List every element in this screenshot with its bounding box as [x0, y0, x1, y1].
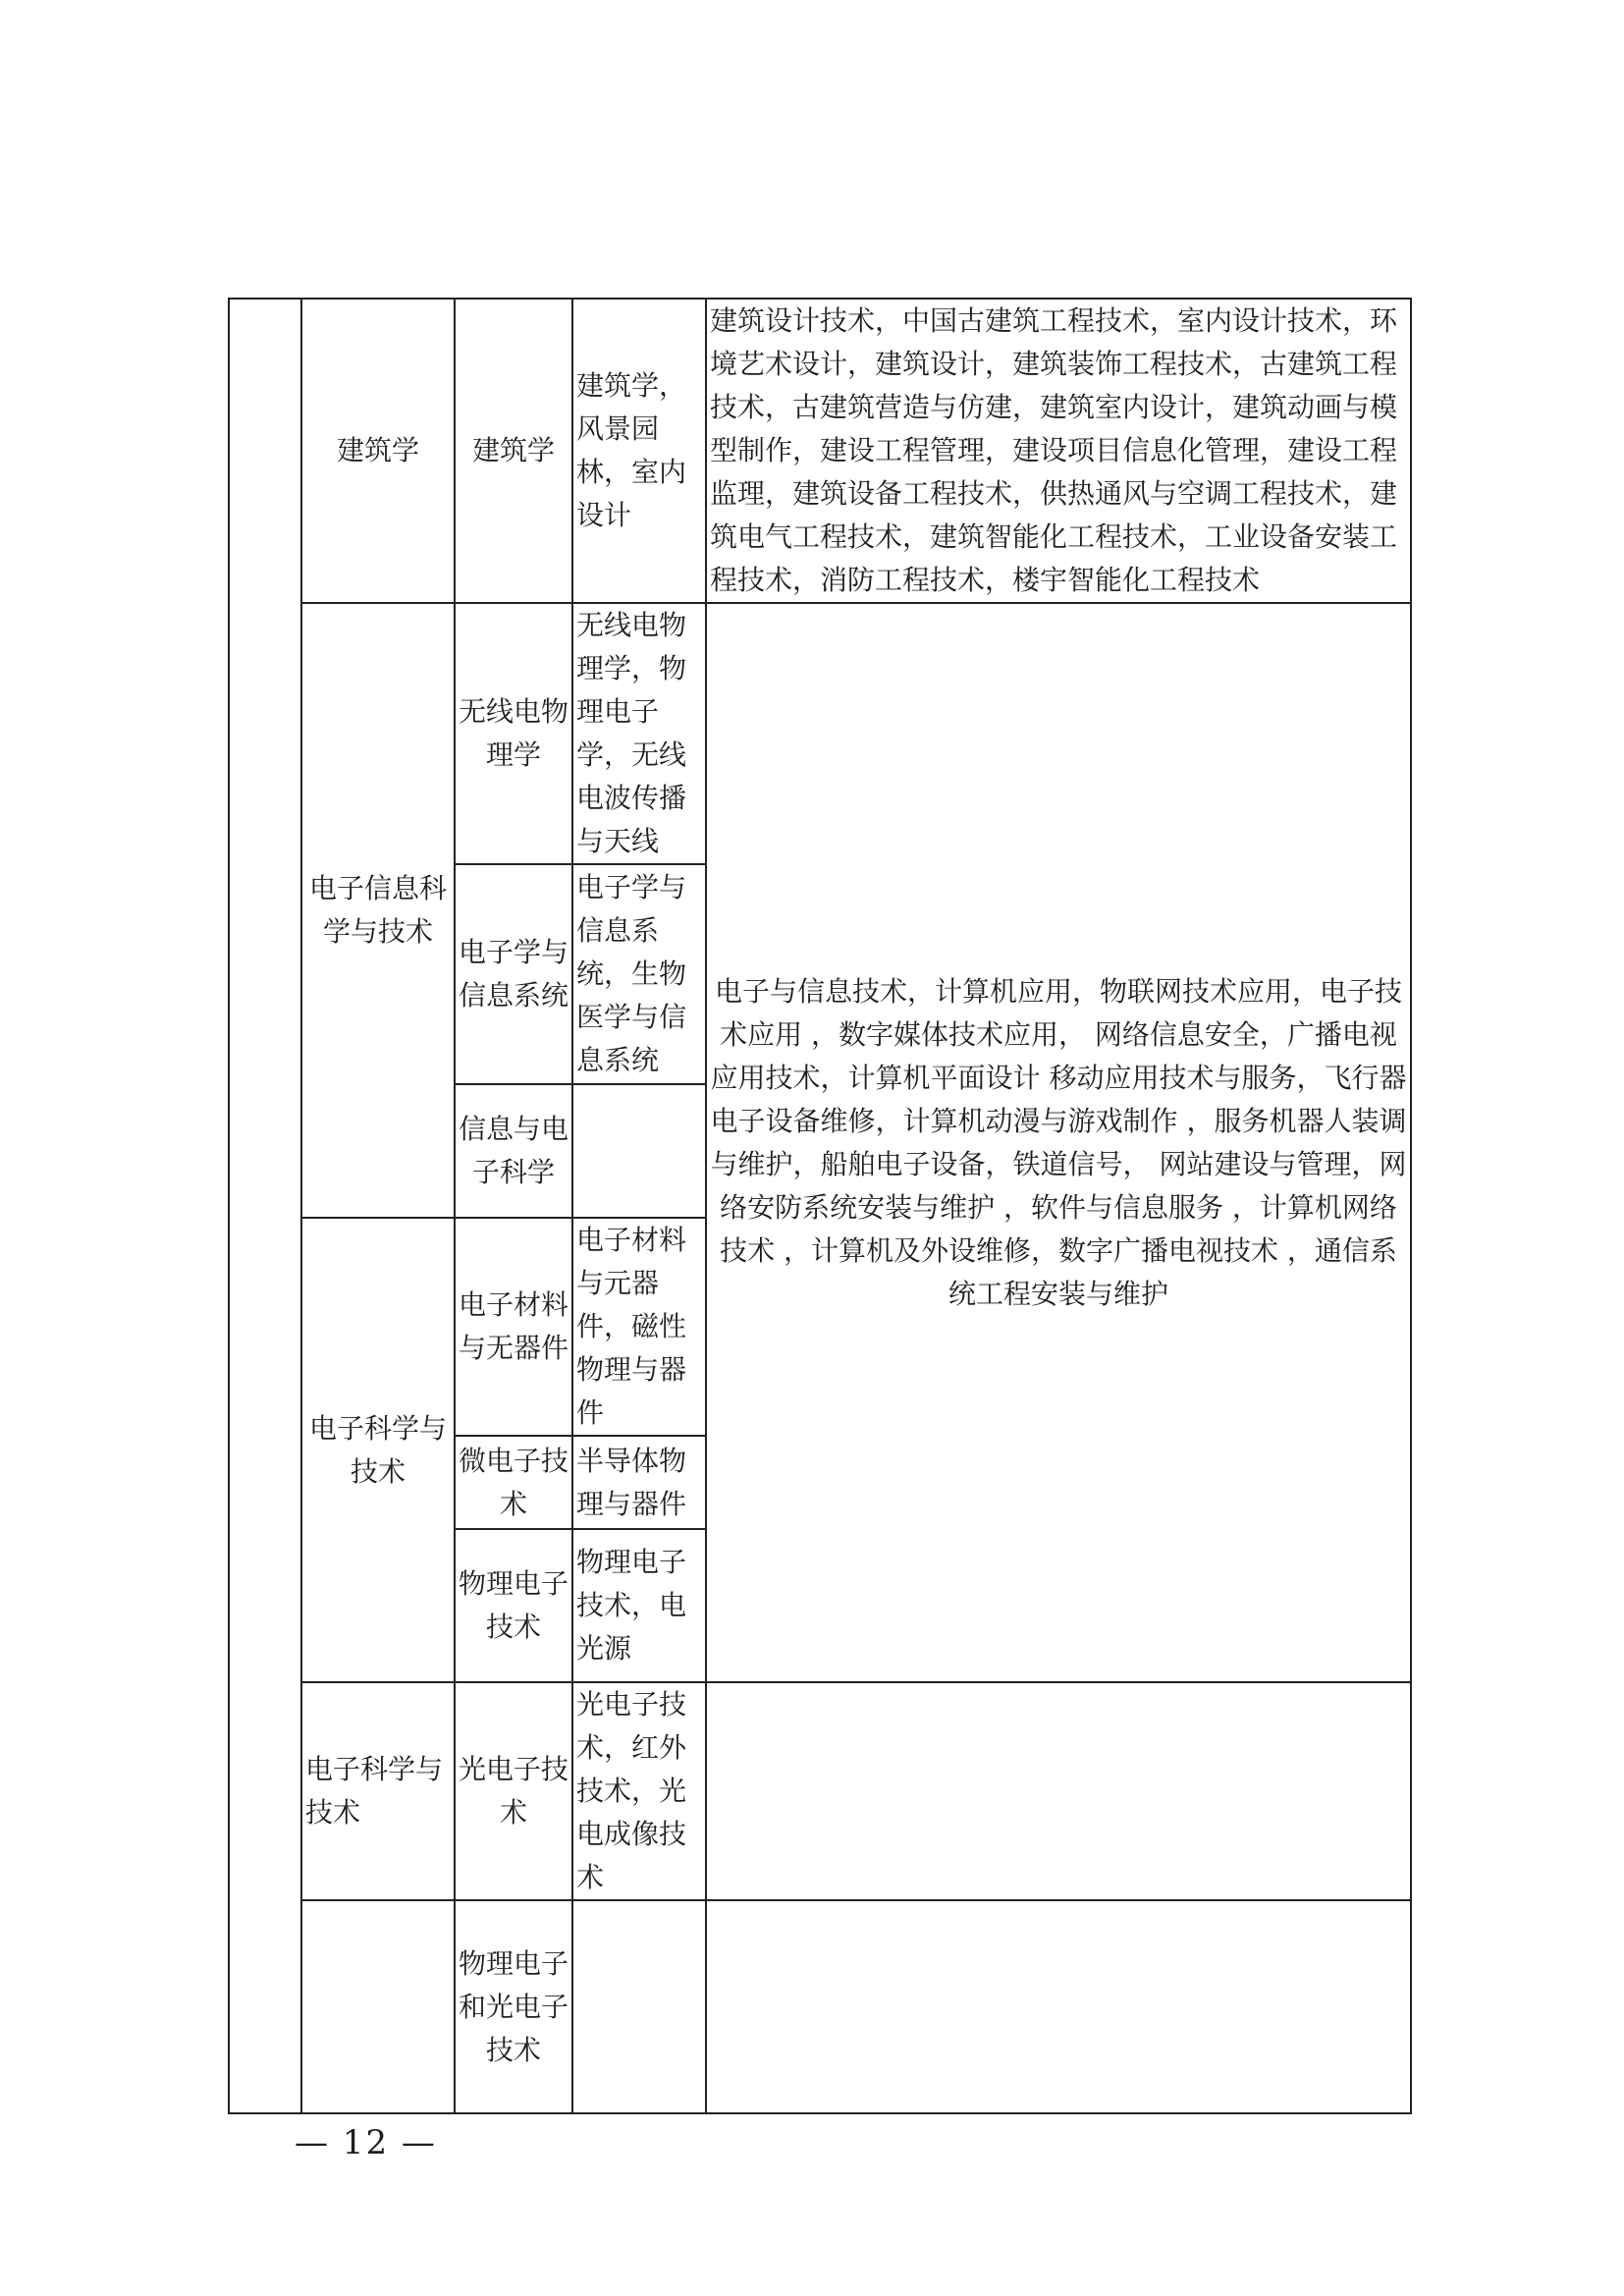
- table-row: [229, 1900, 1411, 2113]
- direction-cell: 半导体物理与器件: [572, 1436, 706, 1529]
- major-cell: 电子材料与无器件: [455, 1218, 572, 1436]
- category-cell: [301, 1900, 455, 2113]
- direction-cell: [572, 1900, 706, 2113]
- table-row: [229, 603, 1411, 864]
- direction-cell: 电子材料与元器件，磁性物理与器件: [572, 1218, 706, 1436]
- related-majors-cell: [706, 1900, 1411, 2113]
- index-column-cell: [229, 299, 301, 2113]
- major-cell: 物理电子技术: [455, 1529, 572, 1682]
- major-cell: 微电子技术: [455, 1436, 572, 1529]
- related-majors-cell: [706, 1682, 1411, 1900]
- direction-cell: 光电子技术，红外技术，光电成像技术: [572, 1682, 706, 1900]
- major-cell: 物理电子和光电子技术: [455, 1900, 572, 2113]
- direction-cell: 无线电物理学，物理电子学，无线电波传播与天线: [572, 603, 706, 864]
- table-row: [229, 1682, 1411, 1900]
- category-cell: 电子科学与技术: [301, 1218, 455, 1682]
- category-cell: 电子科学与技术: [301, 1682, 455, 1900]
- major-cell: 电子学与信息系统: [455, 864, 572, 1084]
- page-number: — 12 —: [295, 2123, 437, 2162]
- major-cell: 建筑学: [455, 299, 572, 603]
- table-row: [229, 299, 1411, 603]
- major-cell: 无线电物理学: [455, 603, 572, 864]
- major-catalog-table: [228, 298, 1412, 2114]
- related-majors-cell: 建筑设计技术，中国古建筑工程技术，室内设计技术，环境艺术设计，建筑设计，建筑装饰工程技术，古建筑工程技术，古建筑营造与仿建，建筑室内设计，建筑动画与模型制作，建设工程管理，建设项目信息化管理，建设工程监理，建筑设备工程技术，供热通风与空调工程技术，建筑电气工程技术，建筑智能化工程技术，工业设备安装工程技术，消防工程技术，楼宇智能化工程技术: [706, 299, 1411, 603]
- direction-cell: 电子学与信息系统，生物医学与信息系统: [572, 864, 706, 1084]
- major-cell: 信息与电子科学: [455, 1084, 572, 1218]
- major-cell: 光电子技术: [455, 1682, 572, 1900]
- category-cell: 建筑学: [301, 299, 455, 603]
- category-cell: 电子信息科学与技术: [301, 603, 455, 1218]
- related-majors-cell: 电子与信息技术，计算机应用，物联网技术应用，电子技术应用 ，数字媒体技术应用， 网络信息安全，广播电视应用技术，计算机平面设计 移动应用技术与服务，飞行器电子设备维修，计算机动漫与游戏制作 ，服务机器人装调与维护，船舶电子设备，铁道信号， 网站建设与管理，网络安防系统安装与维护 ，软件与信息服务 ，计算机网络技术 ，计算机及外设维修，数字广播电视技术 ，通信系统工程安装与维护: [706, 603, 1411, 1682]
- direction-cell: 物理电子技术，电光源: [572, 1529, 706, 1682]
- direction-cell: [572, 1084, 706, 1218]
- direction-cell: 建筑学，风景园林，室内设计: [572, 299, 706, 603]
